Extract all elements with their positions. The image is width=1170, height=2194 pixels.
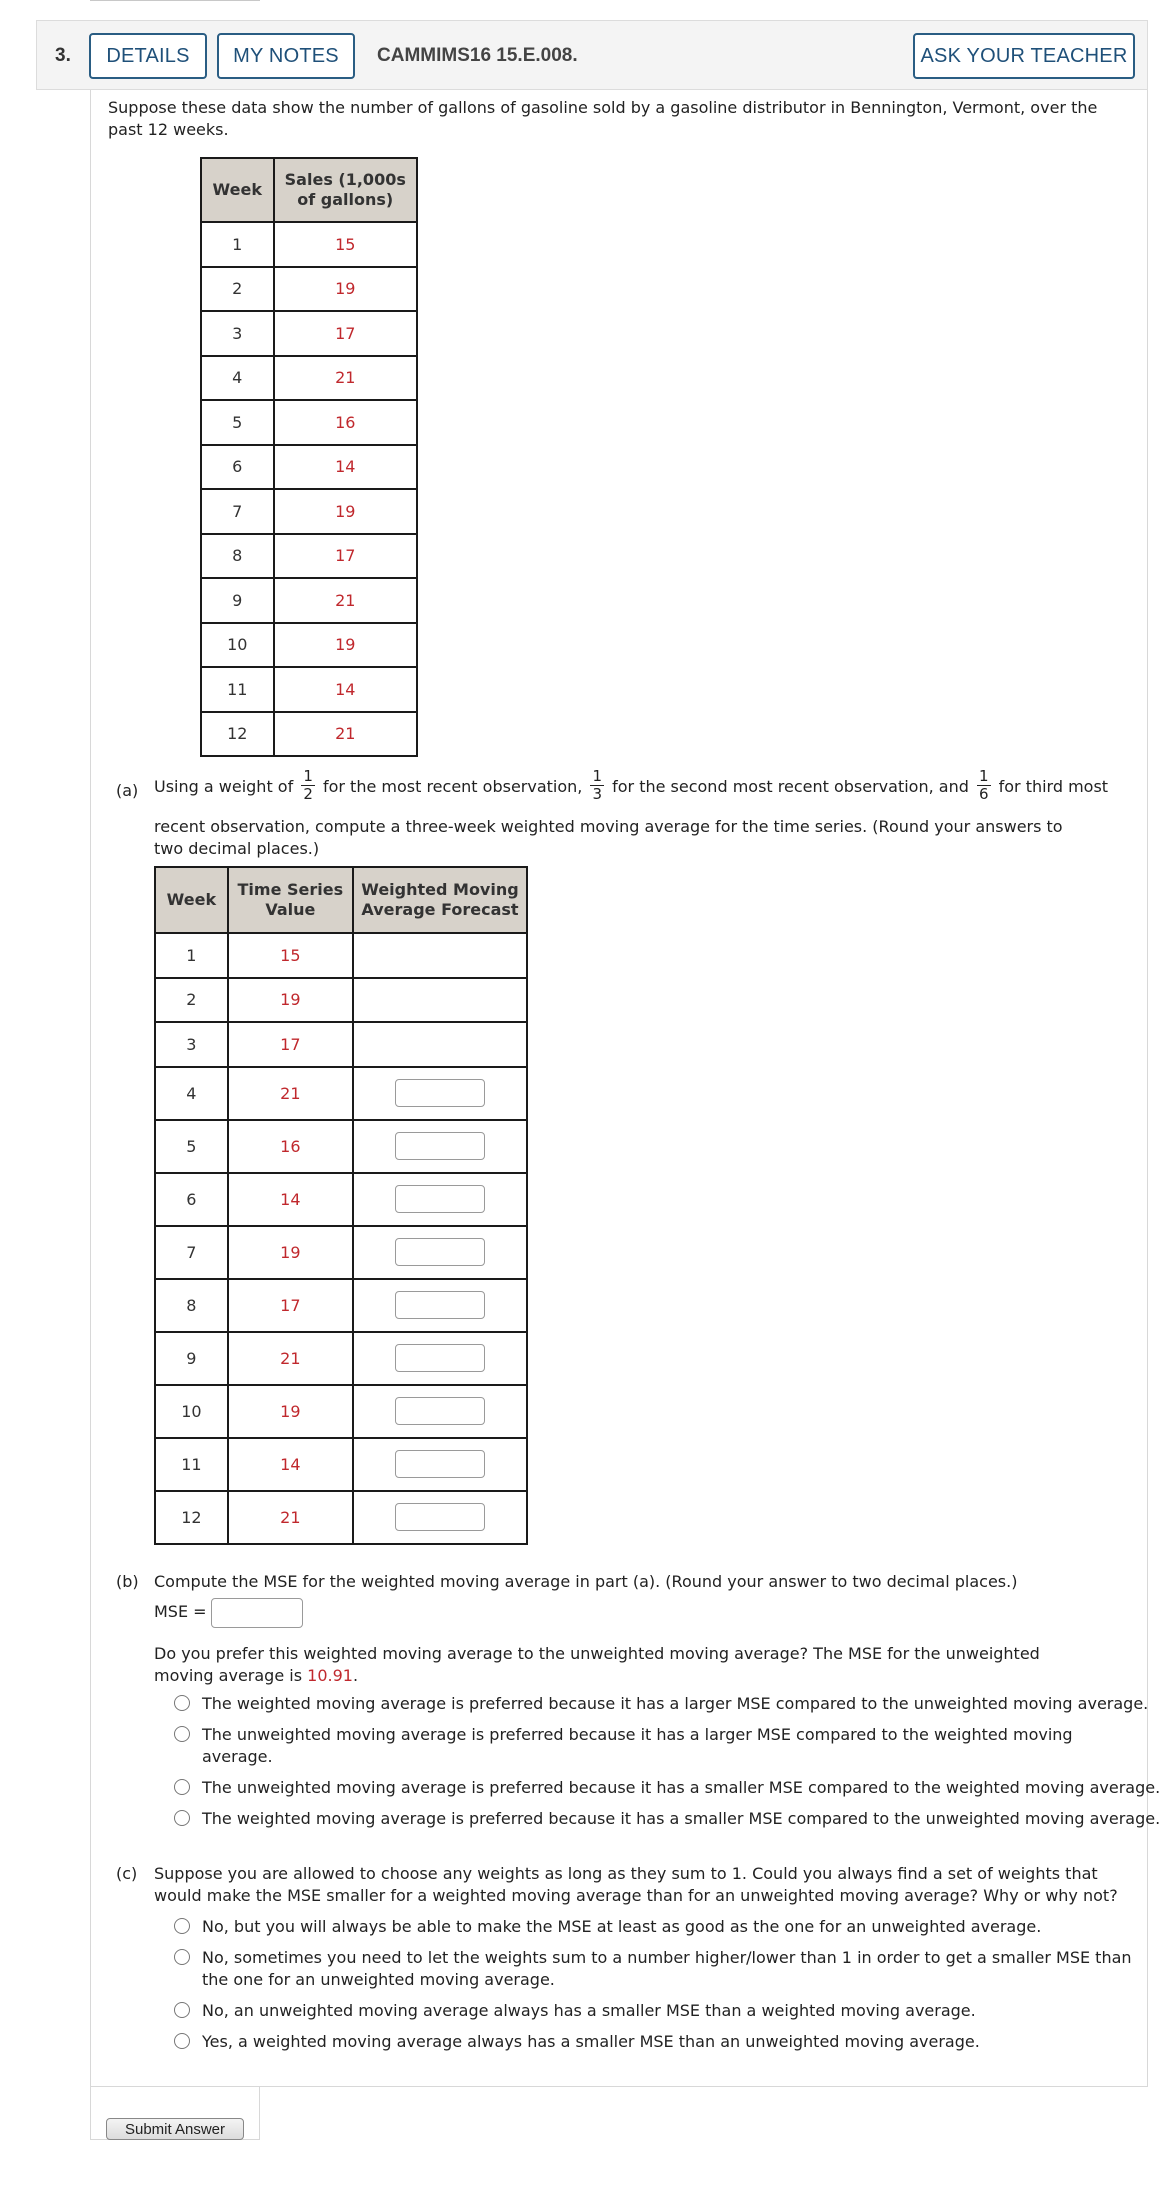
radio-c-3[interactable] <box>174 2002 190 2018</box>
week-cell: 7 <box>155 1226 228 1279</box>
fraction-half: $\frac{1}{2}$ <box>303 767 313 803</box>
part-b-question <box>154 1643 1094 1687</box>
forecast-input[interactable] <box>395 1238 485 1266</box>
value-cell: 16 <box>228 1120 353 1173</box>
radio-b-1[interactable] <box>174 1695 190 1711</box>
forecast-input[interactable] <box>395 1132 485 1160</box>
value-cell: 19 <box>228 1385 353 1438</box>
forecast-cell <box>353 1226 527 1279</box>
forecast-input[interactable] <box>395 1291 485 1319</box>
option-b-3[interactable] <box>174 1777 1162 1799</box>
week-cell: 9 <box>201 578 274 623</box>
forecast-cell <box>353 978 527 1023</box>
sales-cell: 17 <box>274 311 417 356</box>
forecast-cell <box>353 1120 527 1173</box>
forecast-cell <box>353 1173 527 1226</box>
week-cell: 1 <box>201 222 274 267</box>
part-a-text <box>154 767 1124 805</box>
table-row <box>201 222 417 267</box>
part-b-label: (b) <box>116 1572 139 1591</box>
table-row <box>155 1332 527 1385</box>
ask-teacher-button[interactable]: ASK YOUR TEACHER <box>913 33 1135 79</box>
part-a-label: (a) <box>116 781 139 800</box>
radio-c-1[interactable] <box>174 1918 190 1934</box>
part-b-question-text: Do you prefer this weighted moving average to the unweighted moving average? The MSE for the unweighted moving average is <box>154 1644 1040 1685</box>
table-row <box>155 1279 527 1332</box>
table-row <box>155 978 527 1023</box>
week-cell: 5 <box>201 400 274 445</box>
table-row <box>155 933 527 978</box>
weighted-ma-table <box>154 866 528 1545</box>
value-cell: 19 <box>228 978 353 1023</box>
part-b-period: . <box>352 1666 359 1685</box>
part-c-label: (c) <box>116 1864 138 1883</box>
forecast-input[interactable] <box>395 1450 485 1478</box>
part-c-text: Suppose you are allowed to choose any weights as long as they sum to 1. Could you always find a set of weights that would make the MSE smaller for a weighted moving average than for an unweighted moving average? Why or why not? <box>154 1864 1118 1905</box>
value-cell: 19 <box>228 1226 353 1279</box>
forecast-cell <box>353 1491 527 1544</box>
option-b-2[interactable] <box>174 1724 1102 1768</box>
forecast-cell <box>353 1332 527 1385</box>
part-a-text-3: for the second most recent observation, and <box>612 777 969 796</box>
part-a-text-2: for the most recent observation, <box>322 777 583 796</box>
forecast-cell <box>353 1022 527 1067</box>
sales-cell: 21 <box>274 712 417 757</box>
table-row <box>201 534 417 579</box>
option-c-4-label: Yes, a weighted moving average always has a smaller MSE than an unweighted moving average. <box>202 2032 980 2051</box>
week-cell: 9 <box>155 1332 228 1385</box>
forecast-input[interactable] <box>395 1503 485 1531</box>
radio-b-2[interactable] <box>174 1726 190 1742</box>
table-row <box>155 1438 527 1491</box>
week-cell: 2 <box>201 267 274 312</box>
question-header <box>36 20 1148 90</box>
sales-cell: 16 <box>274 400 417 445</box>
table-row <box>201 489 417 534</box>
fraction-sixth: $\frac{1}{6}$ <box>978 767 989 803</box>
table-row <box>155 1491 527 1544</box>
intro-text: Suppose these data show the number of gallons of gasoline sold by a gasoline distributor in Bennington, Vermont, over the past 12 weeks. <box>108 98 1098 139</box>
forecast-cell <box>353 1279 527 1332</box>
week-cell: 12 <box>201 712 274 757</box>
mse-input[interactable] <box>211 1598 303 1628</box>
table-row <box>155 1226 527 1279</box>
forecast-cell <box>353 933 527 978</box>
part-a-text-1: Using a weight of <box>154 777 294 796</box>
radio-b-4[interactable] <box>174 1810 190 1826</box>
week-cell: 6 <box>201 445 274 490</box>
week-cell: 12 <box>155 1491 228 1544</box>
table-row <box>155 1120 527 1173</box>
value-cell: 17 <box>228 1022 353 1067</box>
wma-value-header: Time Series Value <box>228 867 353 933</box>
option-b-1-label: The weighted moving average is preferred because it has a larger MSE compared to the unweighted moving average. <box>202 1694 1149 1713</box>
week-cell: 8 <box>201 534 274 579</box>
week-cell: 1 <box>155 933 228 978</box>
week-cell: 4 <box>155 1067 228 1120</box>
week-cell: 8 <box>155 1279 228 1332</box>
sales-cell: 19 <box>274 267 417 312</box>
sales-cell: 17 <box>274 534 417 579</box>
week-cell: 10 <box>155 1385 228 1438</box>
wma-week-header: Week <box>155 867 228 933</box>
value-cell: 17 <box>228 1279 353 1332</box>
table-row <box>201 712 417 757</box>
sales-cell: 19 <box>274 489 417 534</box>
table-row <box>201 667 417 712</box>
value-cell: 21 <box>228 1491 353 1544</box>
mse-label: MSE = <box>154 1602 207 1621</box>
sales-table <box>200 157 418 757</box>
fraction-third: $\frac{1}{3}$ <box>592 767 603 803</box>
question-code: CAMMIMS16 15.E.008. <box>377 45 578 66</box>
week-header: Week <box>201 158 274 222</box>
week-cell: 3 <box>201 311 274 356</box>
forecast-input[interactable] <box>395 1397 485 1425</box>
value-cell: 14 <box>228 1438 353 1491</box>
week-cell: 10 <box>201 623 274 668</box>
table-row <box>201 445 417 490</box>
week-cell: 4 <box>201 356 274 401</box>
value-cell: 15 <box>228 933 353 978</box>
table-row <box>201 400 417 445</box>
tab-stub-line <box>90 0 260 1</box>
week-cell: 11 <box>155 1438 228 1491</box>
option-b-3-label: The unweighted moving average is preferred because it has a smaller MSE compared to the weighted moving average. <box>202 1778 1161 1797</box>
option-b-2-label: The unweighted moving average is preferred because it has a larger MSE compared to the weighted moving average. <box>202 1725 1073 1766</box>
option-c-3[interactable] <box>174 2000 1162 2022</box>
option-c-3-label: No, an unweighted moving average always has a smaller MSE than a weighted moving average. <box>202 2001 976 2020</box>
option-c-1-label: No, but you will always be able to make the MSE at least as good as the one for an unweighted average. <box>202 1917 1042 1936</box>
unweighted-mse-value: 10.91 <box>307 1666 353 1685</box>
sales-cell: 21 <box>274 578 417 623</box>
table-row <box>201 356 417 401</box>
option-c-4[interactable] <box>174 2031 1162 2053</box>
week-cell: 6 <box>155 1173 228 1226</box>
table-row <box>201 267 417 312</box>
part-a-text-4: for third most <box>998 777 1109 796</box>
wma-forecast-header: Weighted Moving Average Forecast <box>353 867 527 933</box>
sales-cell: 15 <box>274 222 417 267</box>
week-cell: 2 <box>155 978 228 1023</box>
value-cell: 21 <box>228 1067 353 1120</box>
radio-b-3[interactable] <box>174 1779 190 1795</box>
option-b-1[interactable] <box>174 1693 1162 1715</box>
table-row <box>155 1067 527 1120</box>
sales-cell: 14 <box>274 667 417 712</box>
week-cell: 7 <box>201 489 274 534</box>
option-c-2[interactable] <box>174 1947 1142 1991</box>
sales-cell: 19 <box>274 623 417 668</box>
forecast-cell <box>353 1385 527 1438</box>
radio-c-4[interactable] <box>174 2033 190 2049</box>
value-cell: 14 <box>228 1173 353 1226</box>
forecast-input[interactable] <box>395 1079 485 1107</box>
details-button[interactable]: DETAILS <box>89 33 207 79</box>
option-b-4-label: The weighted moving average is preferred because it has a smaller MSE compared to the unweighted moving average. <box>202 1809 1161 1828</box>
value-cell: 21 <box>228 1332 353 1385</box>
sales-header: Sales (1,000s of gallons) <box>274 158 417 222</box>
submit-answer-button[interactable]: Submit Answer <box>106 2118 244 2140</box>
week-cell: 3 <box>155 1022 228 1067</box>
forecast-cell <box>353 1067 527 1120</box>
week-cell: 5 <box>155 1120 228 1173</box>
option-c-1[interactable] <box>174 1916 1162 1938</box>
table-row <box>201 623 417 668</box>
table-row <box>201 311 417 356</box>
forecast-input[interactable] <box>395 1344 485 1372</box>
table-row <box>201 578 417 623</box>
forecast-cell <box>353 1438 527 1491</box>
week-cell: 11 <box>201 667 274 712</box>
part-a-text-5: recent observation, compute a three-week weighted moving average for the time series. (Round your answers to two decimal places.) <box>154 817 1063 858</box>
option-b-4[interactable] <box>174 1808 1162 1830</box>
radio-c-2[interactable] <box>174 1949 190 1965</box>
sales-cell: 21 <box>274 356 417 401</box>
option-c-2-label: No, sometimes you need to let the weights sum to a number higher/lower than 1 in order to get a smaller MSE than the one for an unweighted moving average. <box>202 1948 1132 1989</box>
question-number: 3. <box>55 45 71 66</box>
my-notes-button[interactable]: MY NOTES <box>217 33 355 79</box>
table-row <box>155 1173 527 1226</box>
part-b-text: Compute the MSE for the weighted moving average in part (a). (Round your answer to two decimal places.) <box>154 1572 1018 1591</box>
sales-cell: 14 <box>274 445 417 490</box>
table-row <box>155 1022 527 1067</box>
forecast-input[interactable] <box>395 1185 485 1213</box>
table-row <box>155 1385 527 1438</box>
